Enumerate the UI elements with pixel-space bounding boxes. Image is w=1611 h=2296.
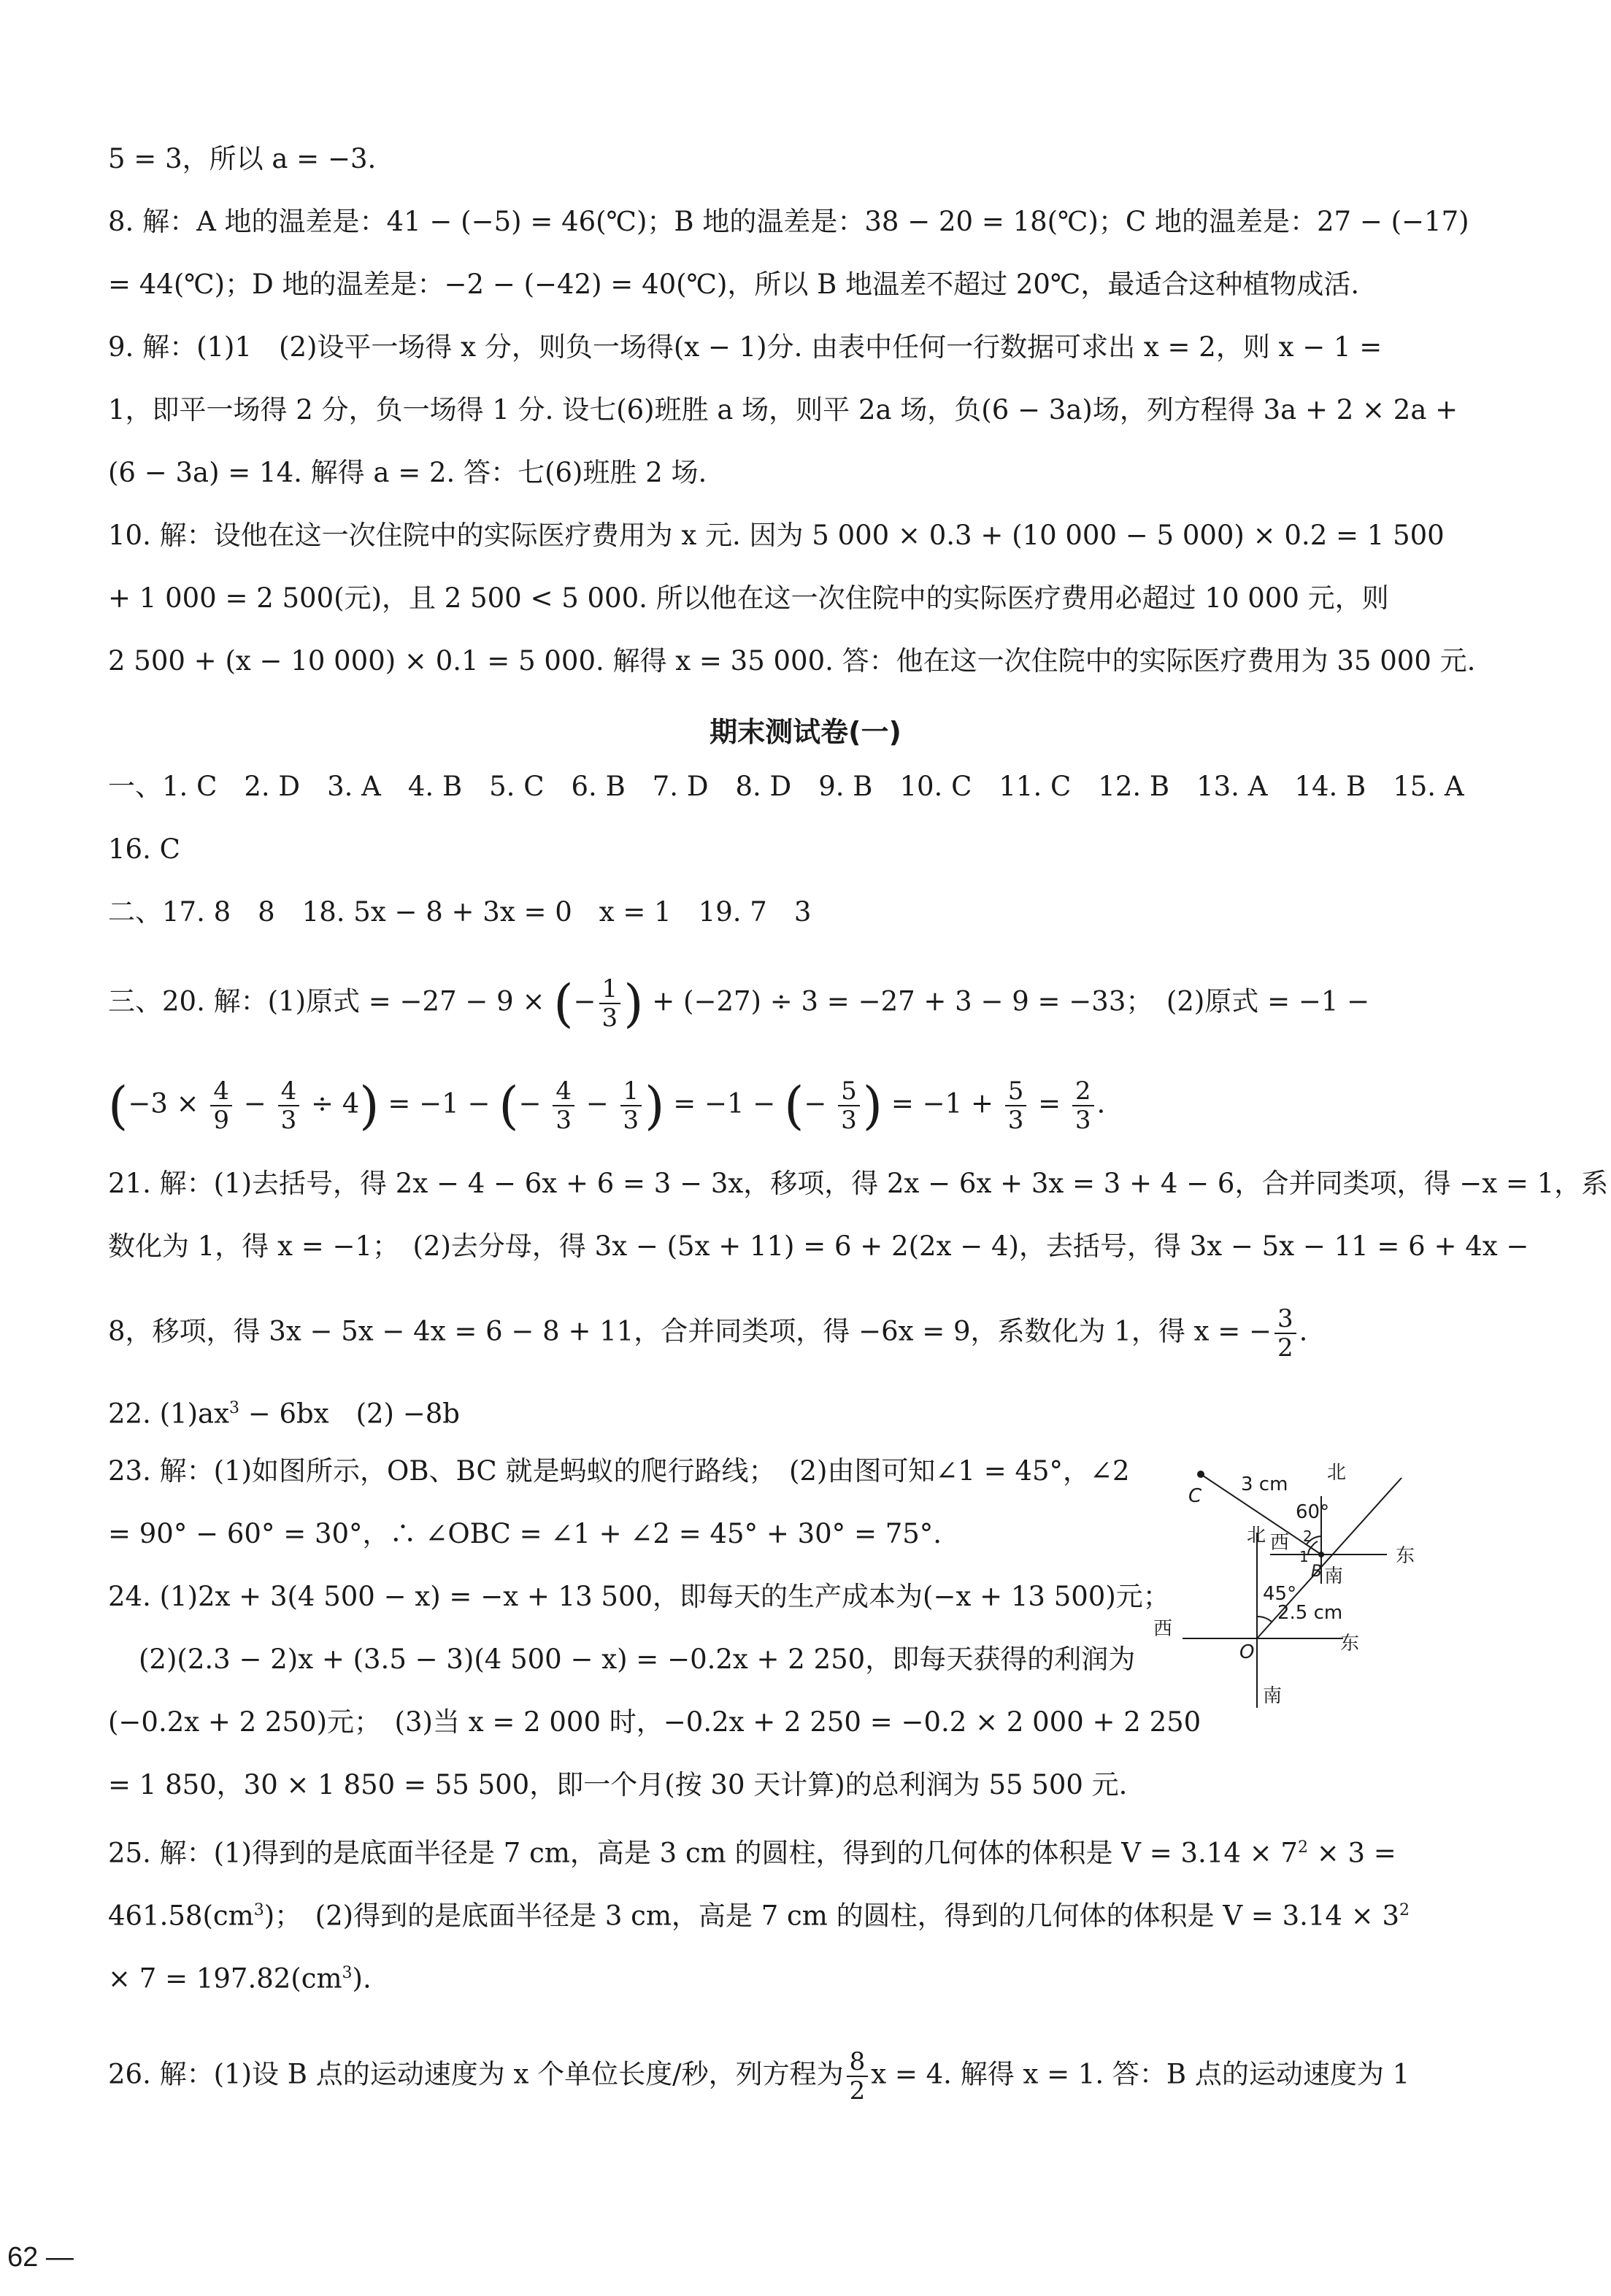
fraction: $\frac{5}{3}$ [1005,1077,1027,1134]
q21-line3: 8，移项，得 3x − 5x − 4x = 6 − 8 + 11，合并同类项，得 −6x = 9，系数化为 1，得 x = − $\frac{3}{2}$ . [108,1304,1308,1363]
fraction: $\frac{3}{2}$ [1274,1305,1296,1362]
q26-line: 26. 解：(1)设 B 点的运动速度为 x 个单位长度/秒，列方程为 $\frac{8}{2}$ x = 4. 解得 x = 1. 答：B 点的运动速度为 1 [108,2047,1410,2106]
q20-line1: 三、20. 解：(1)原式 = −27 − 9 × (− $\frac{1}{3}$ ) + (−27) ÷ 3 = −27 + 3 − 9 = −33； (2)原式 = −1 − [108,974,1370,1033]
answers-choice-cont: 16. C [108,833,180,865]
label-angle-60: 60° [1296,1501,1330,1523]
label-angle-2: 2 [1303,1528,1312,1545]
q20-line2: (−3 × $\frac{4}{9}$ − $\frac{4}{3}$ ÷ 4) = −1 − (− $\frac{4}{3}$ − $\frac{1}{3}$ ) = −1 − (− $\frac{5}{3}$ ) = −1 + $\frac{5}{3}$ = $\frac{2}{3}$ . [108,1076,1106,1136]
direction-diagram [1153,1460,1438,1715]
fraction: $\frac{2}{3}$ [1072,1077,1094,1134]
label-c: C [1188,1485,1202,1507]
answers-fill: 二、17. 8 8 18. 5x − 8 + 3x = 0 x = 1 19. 7 3 [108,896,812,928]
label-west-b: 西 [1270,1532,1290,1554]
q24-line2: (2)(2.3 − 2)x + (3.5 − 3)(4 500 − x) = −0.2x + 2 250，即每天获得的利润为 [139,1644,1136,1675]
fraction: $\frac{4}{3}$ [553,1077,574,1134]
q23-line1: 23. 解：(1)如图所示，OB、BC 就是蚂蚁的爬行路线； (2)由图可知∠1 = 45°，∠2 [108,1455,1130,1487]
q24-line3: (−0.2x + 2 250)元； (3)当 x = 2 000 时，−0.2x + 2 250 = −0.2 × 2 000 + 2 250 [108,1706,1201,1738]
text-line: 10. 解：设他在这一次住院中的实际医疗费用为 x 元. 因为 5 000 × 0.3 + (10 000 − 5 000) × 0.2 = 1 500 [108,520,1445,551]
fraction: $\frac{5}{3}$ [838,1077,860,1134]
fraction: $\frac{4}{9}$ [210,1077,232,1134]
page-number: 62 — [7,2242,74,2273]
label-bc-length: 3 cm [1241,1473,1288,1495]
fraction: $\frac{4}{3}$ [278,1077,300,1134]
label-north-b: 北 [1327,1462,1347,1484]
text-line: 1，即平一场得 2 分，负一场得 1 分. 设七(6)班胜 a 场，则平 2a 场，负(6 − 3a)场，列方程得 3a + 2 × 2a + [108,394,1458,425]
label-ob-length: 2.5 cm [1277,1602,1343,1624]
q25-line2: $461.58(cm^3)$； (2)得到的是底面半径是 3 cm，高是 7 cm 的圆柱，得到的几何体的体积是 $V = 3.14 \times 3^2$ [108,1900,1410,1932]
text-line: 5 = 3，所以 a = −3. [108,143,377,174]
q24-line1: 24. (1)2x + 3(4 500 − x) = −x + 13 500，即每天的生产成本为(−x + 13 500)元； [108,1581,1170,1612]
point-b [1318,1552,1324,1557]
label-b: B [1311,1563,1323,1581]
label-east-o: 东 [1340,1633,1360,1654]
text-line: 9. 解：(1)1 (2)设平一场得 x 分，则负一场得(x − 1)分. 由表中任何一行数据可求出 x = 2，则 x − 1 = [108,331,1383,363]
label-west-o: 西 [1153,1618,1173,1640]
q25-line3: × $7 = 197.82(cm^3)$. [108,1962,372,1995]
label-angle-1: 1 [1299,1548,1309,1565]
text-line: 2 500 + (x − 10 000) × 0.1 = 5 000. 解得 x = 35 000. 答：他在这一次住院中的实际医疗费用为 35 000 元. [108,645,1476,677]
text-line: + 1 000 = 2 500(元)，且 2 500 < 5 000. 所以他在这一次住院中的实际医疗费用必超过 10 000 元，则 [108,582,1389,614]
q24-line4: = 1 850，30 × 1 850 = 55 500，即一个月(按 30 天计算)的总利润为 55 500 元. [108,1769,1128,1800]
label-south-b: 南 [1324,1565,1344,1587]
section-title: 期末测试卷(一) [710,716,901,748]
label-north-o: 北 [1247,1525,1266,1546]
q21-line2: 数化为 1，得 x = −1； (2)去分母，得 3x − (5x + 11) = 6 + 2(2x − 4)，去括号，得 3x − 5x − 11 = 6 + 4x − [108,1230,1529,1262]
text-line: (6 − 3a) = 14. 解得 a = 2. 答：七(6)班胜 2 场. [108,457,707,488]
text-line: 8. 解：A 地的温差是：41 − (−5) = 46(℃)；B 地的温差是：38 − 20 = 18(℃)；C 地的温差是：27 − (−17) [108,206,1469,237]
q25-line1: 25. 解：(1)得到的是底面半径是 7 cm，高是 3 cm 的圆柱，得到的几何体的体积是 $V = 3.14 \times 7^2 \times 3$ = [108,1837,1396,1869]
label-south-o: 南 [1263,1685,1283,1707]
diagram-svg [1153,1460,1438,1715]
label-o: O [1239,1641,1255,1663]
label-east-b: 东 [1396,1545,1415,1567]
answers-choice: 一、1. C 2. D 3. A 4. B 5. C 6. B 7. D 8. D 9. B 10. C 11. C 12. B 13. A 14. B 15. A [108,771,1464,802]
angle-arc-45 [1257,1617,1272,1622]
q21-line1: 21. 解：(1)去括号，得 2x − 4 − 6x + 6 = 3 − 3x，移项，得 2x − 6x + 3x = 3 + 4 − 6，合并同类项，得 −x = 1，系 [108,1168,1609,1199]
text-line: = 44(℃)；D 地的温差是：−2 − (−42) = 40(℃)，所以 B 地温差不超过 20℃，最适合这种植物成活. [108,269,1360,300]
fraction: $\frac{1}{3}$ [620,1077,642,1134]
point-c [1197,1471,1204,1478]
q22-line: 22. $(1)ax^3 - 6bx$ (2) −8b [108,1398,460,1430]
angle-arc-2 [1312,1541,1318,1546]
q23-line2: = 90° − 60° = 30°，∴ ∠OBC = ∠1 + ∠2 = 45° + 30° = 75°. [108,1518,942,1549]
fraction: $\frac{1}{3}$ [599,975,621,1032]
label-angle-45: 45° [1263,1583,1297,1605]
fraction: $\frac{8}{2}$ [847,2048,869,2105]
